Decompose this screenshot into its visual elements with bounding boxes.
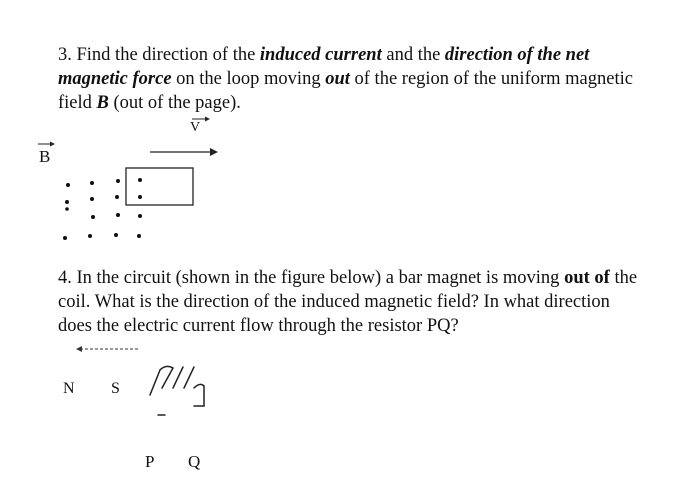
text-segment: (out of the page). [108,93,241,113]
text-segment: out [325,69,350,89]
coil [150,366,204,415]
magnet-motion-arrow [76,346,140,352]
text-segment: direction of the net magnetic force [58,45,590,89]
resistor-p-label: P [145,452,155,471]
field-vector-arrow-icon [38,142,55,147]
conducting-loop [126,168,193,205]
text-segment: induced current [259,45,382,65]
text-segment: the coil. What is the direction of the induced magnetic field? In what direction does the electric current flow through the resistor PQ? [58,268,638,336]
text-segment: 4. In the circuit (shown in the figure below) a bar magnet is moving [58,268,565,288]
text-segment: 3. Find the direction of the [58,45,260,65]
resistor-q-label: Q [188,452,201,471]
field-label: B [39,147,51,166]
magnet-south-label: S [111,380,120,397]
text-segment: and the [381,45,445,65]
text-segment: on the loop moving [171,69,326,89]
text-segment: out of [564,268,610,288]
velocity-arrow [150,148,218,156]
text-segment: of the region of the uniform magnetic field [58,69,633,113]
text-segment: B [96,93,109,113]
magnet-north-label: N [63,380,75,397]
magnetic-field-dots [63,178,142,240]
question-4-text [58,266,638,338]
velocity-label: V [190,120,201,135]
